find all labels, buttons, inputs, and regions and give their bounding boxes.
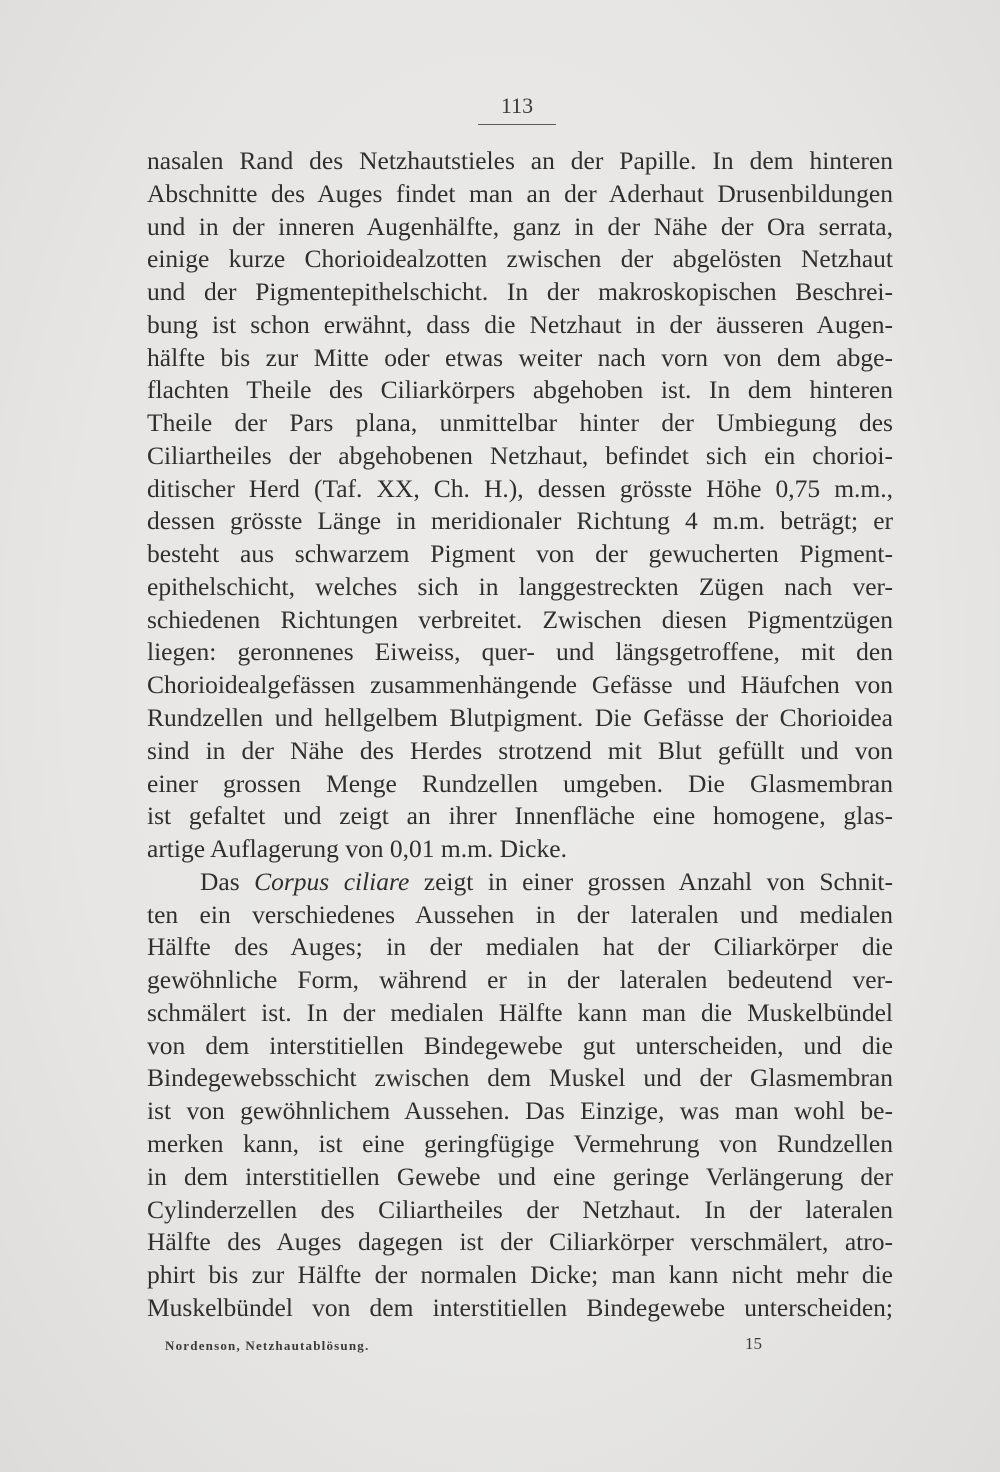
- text-line: und in der inneren Augenhälfte, ganz in der Nähe der Ora serrata,: [147, 211, 893, 241]
- page-number-rule: [478, 124, 556, 125]
- text-line: merken kann, ist eine geringfügige Vermehrung von Rundzellen: [147, 1128, 893, 1158]
- text-line: besteht aus schwarzem Pigment von der gewucherten Pigment-: [147, 539, 893, 569]
- text-line: einer grossen Menge Rundzellen umgeben. Die Glasmembran: [147, 768, 893, 798]
- text-line: Hälfte des Auges; in der medialen hat der Ciliarkörper die: [147, 932, 893, 962]
- text-line: liegen: geronnenes Eiweiss, quer- und längsgetroffene, mit den: [147, 637, 893, 667]
- text-line: ten ein verschiedenes Aussehen in der lateralen und medialen: [147, 899, 893, 929]
- text-line: Theile der Pars plana, unmittelbar hinter der Umbiegung des: [147, 408, 893, 438]
- text-line: flachten Theile des Ciliarkörpers abgehoben ist. In dem hinteren: [147, 375, 893, 405]
- paragraph: [147, 866, 893, 1325]
- text-segment: Das: [200, 866, 255, 896]
- text-line: einige kurze Chorioidealzotten zwischen der abgelösten Netzhaut: [147, 244, 893, 274]
- text-line: und der Pigmentepithelschicht. In der makroskopischen Beschrei-: [147, 277, 893, 307]
- text-line: von dem interstitiellen Bindegewebe gut unterscheiden, und die: [147, 1030, 893, 1060]
- paragraph: [147, 145, 893, 866]
- text-line: phirt bis zur Hälfte der normalen Dicke; man kann nicht mehr die: [147, 1260, 893, 1290]
- footer-signature-title: Nordenson, Netzhautablösung.: [165, 1338, 370, 1353]
- text-line: nasalen Rand des Netzhautstieles an der Papille. In dem hinteren: [147, 146, 893, 175]
- text-line: gewöhnliche Form, während er in der lateralen bedeutend ver-: [147, 965, 893, 995]
- text-line: hälfte bis zur Mitte oder etwas weiter nach vorn von dem abge-: [147, 342, 893, 372]
- italic-term: Corpus ciliare: [254, 866, 410, 896]
- text-line: schiedenen Richtungen verbreitet. Zwischen diesen Pigmentzügen: [147, 604, 893, 634]
- text-line: Muskelbündel von dem interstitiellen Bindegewebe unterscheiden;: [147, 1292, 893, 1322]
- text-line: Cylinderzellen des Ciliartheiles der Netzhaut. In der lateralen: [147, 1194, 893, 1224]
- text-line: Bindegewebsschicht zwischen dem Muskel und der Glasmembran: [147, 1063, 893, 1093]
- text-line: ditischer Herd (Taf. XX, Ch. H.), dessen grösste Höhe 0,75 m.m.,: [147, 473, 893, 503]
- body-text: [147, 145, 893, 1325]
- text-line: Chorioidealgefässen zusammenhängende Gefässe und Häufchen von: [147, 670, 893, 700]
- text-line: artige Auflagerung von 0,01 m.m. Dicke.: [147, 834, 567, 864]
- text-line: schmälert ist. In der medialen Hälfte kann man die Muskelbündel: [147, 997, 893, 1027]
- text-line: Hälfte des Auges dagegen ist der Ciliarkörper verschmälert, atro-: [147, 1227, 893, 1257]
- text-line: sind in der Nähe des Herdes strotzend mit Blut gefüllt und von: [147, 735, 893, 765]
- text-line: Ciliartheiles der abgehobenen Netzhaut, befindet sich ein chorioi-: [147, 440, 893, 470]
- text-segment: zeigt in einer grossen Anzahl von Schnit-: [409, 866, 893, 896]
- text-line: bung ist schon erwähnt, dass die Netzhaut in der äusseren Augen-: [147, 309, 893, 339]
- text-line: Abschnitte des Auges findet man an der Aderhaut Drusenbildungen: [147, 178, 893, 208]
- text-line: dessen grösste Länge in meridionaler Richtung 4 m.m. beträgt; er: [147, 506, 893, 536]
- text-line: in dem interstitiellen Gewebe und eine geringe Verlängerung der: [147, 1161, 893, 1191]
- text-line: [147, 866, 893, 899]
- footer-signature-mark: 15: [745, 1334, 762, 1353]
- page-number: 113: [500, 93, 534, 118]
- text-line: ist gefaltet und zeigt an ihrer Innenfläche eine homogene, glas-: [147, 801, 893, 831]
- text-line: ist von gewöhnlichem Aussehen. Das Einzige, was man wohl be-: [147, 1096, 893, 1126]
- text-line: Rundzellen und hellgelbem Blutpigment. Die Gefässe der Chorioidea: [147, 703, 893, 733]
- text-line: epithelschicht, welches sich in langgestreckten Zügen nach ver-: [147, 571, 893, 601]
